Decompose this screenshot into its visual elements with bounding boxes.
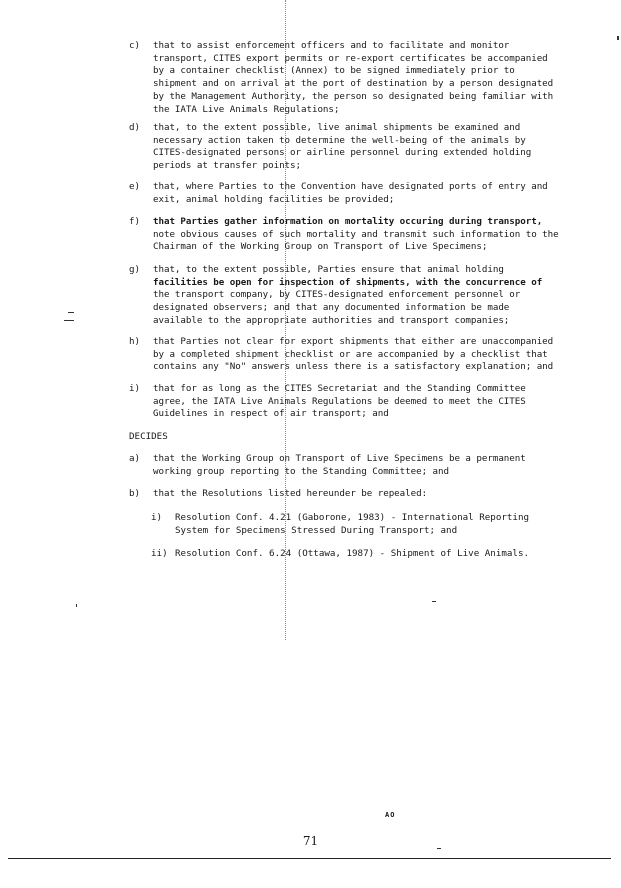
item-line: the IATA Live Animals Regulations; — [153, 103, 340, 115]
item-line: the transport company, by CITES-designated enforcement personnel or — [153, 289, 521, 301]
item-line: note obvious causes of such mortality and transmit such information to the — [153, 228, 559, 240]
page-number: 71 — [302, 834, 319, 848]
item-label: i) — [151, 512, 163, 523]
item-line: that Parties gather information on mortality occuring during transport, — [153, 216, 543, 227]
item-line: that for as long as the CITES Secretariat and the Standing Committee — [153, 383, 526, 394]
item-label: b) — [129, 488, 141, 499]
item-line: by the Management Authority, the person so designated being familiar with — [153, 90, 554, 102]
item-line: designated observers; and that any documented information be made — [153, 302, 510, 314]
item-label: h) — [129, 336, 141, 347]
item-line: that, where Parties to the Convention have designated ports of entry and — [153, 181, 548, 192]
item-line: necessary action taken to determine the well-being of the animals by — [153, 134, 526, 146]
item-label: g) — [129, 264, 141, 275]
item-line: that the Resolutions listed hereunder be repealed: — [153, 488, 428, 499]
scan-speck — [76, 604, 77, 607]
item-line: available to the appropriate authorities and transport companies; — [153, 314, 510, 326]
item-line: working group reporting to the Standing Committee; and — [153, 465, 449, 477]
item-line: CITES-designated persons or airline personnel during extended holding — [153, 147, 532, 159]
item-line: transport, CITES export permits or re-export certificates be accompanied — [153, 52, 548, 64]
item-label: e) — [129, 181, 141, 192]
item-label: c) — [129, 40, 141, 51]
item-line: Resolution Conf. 6.24 (Ottawa, 1987) - Shipment of Live Animals. — [175, 548, 530, 559]
item-line: periods at transfer points; — [153, 160, 301, 172]
item-line: Resolution Conf. 4.21 (Gaborone, 1983) - International Reporting — [175, 512, 530, 523]
item-line: facilities be open for inspection of shipments, with the concurrence of — [153, 276, 543, 288]
item-line: Guidelines in respect of air transport; and — [153, 408, 389, 420]
item-line: agree, the IATA Live Animals Regulations be deemed to meet the CITES — [153, 395, 526, 407]
item-label: i) — [129, 383, 141, 394]
margin-mark — [68, 312, 74, 313]
item-line: that Parties not clear for export shipments that either are unaccompanied — [153, 336, 554, 347]
item-line: contains any "No" answers unless there is a satisfactory explanation; and — [153, 361, 554, 373]
item-line: Chairman of the Working Group on Transport of Live Specimens; — [153, 241, 488, 253]
stamp-mark: AO — [385, 811, 396, 819]
item-line: exit, animal holding facilities be provided; — [153, 193, 395, 205]
scan-speck — [432, 601, 436, 602]
scan-speck — [617, 36, 619, 40]
item-line: by a completed shipment checklist or are accompanied by a checklist that — [153, 348, 548, 360]
footer-rule — [8, 858, 611, 859]
item-line: by a container checklist (Annex) to be signed immediately prior to — [153, 65, 515, 77]
item-label: a) — [129, 453, 141, 464]
item-line: shipment and on arrival at the port of destination by a person designated — [153, 78, 554, 90]
item-label: d) — [129, 122, 141, 133]
margin-mark — [64, 320, 74, 321]
item-label: ii) — [151, 548, 168, 559]
item-label: f) — [129, 216, 141, 227]
item-line: that the Working Group on Transport of Live Specimens be a permanent — [153, 453, 526, 464]
decides-heading: DECIDES — [129, 431, 168, 442]
item-line: that to assist enforcement officers and to facilitate and monitor — [153, 40, 510, 51]
item-line: that, to the extent possible, live animal shipments be examined and — [153, 122, 521, 133]
scan-speck — [437, 848, 441, 849]
item-line: that, to the extent possible, Parties ensure that animal holding — [153, 264, 504, 275]
item-line: System for Specimens Stressed During Transport; and — [175, 524, 458, 536]
